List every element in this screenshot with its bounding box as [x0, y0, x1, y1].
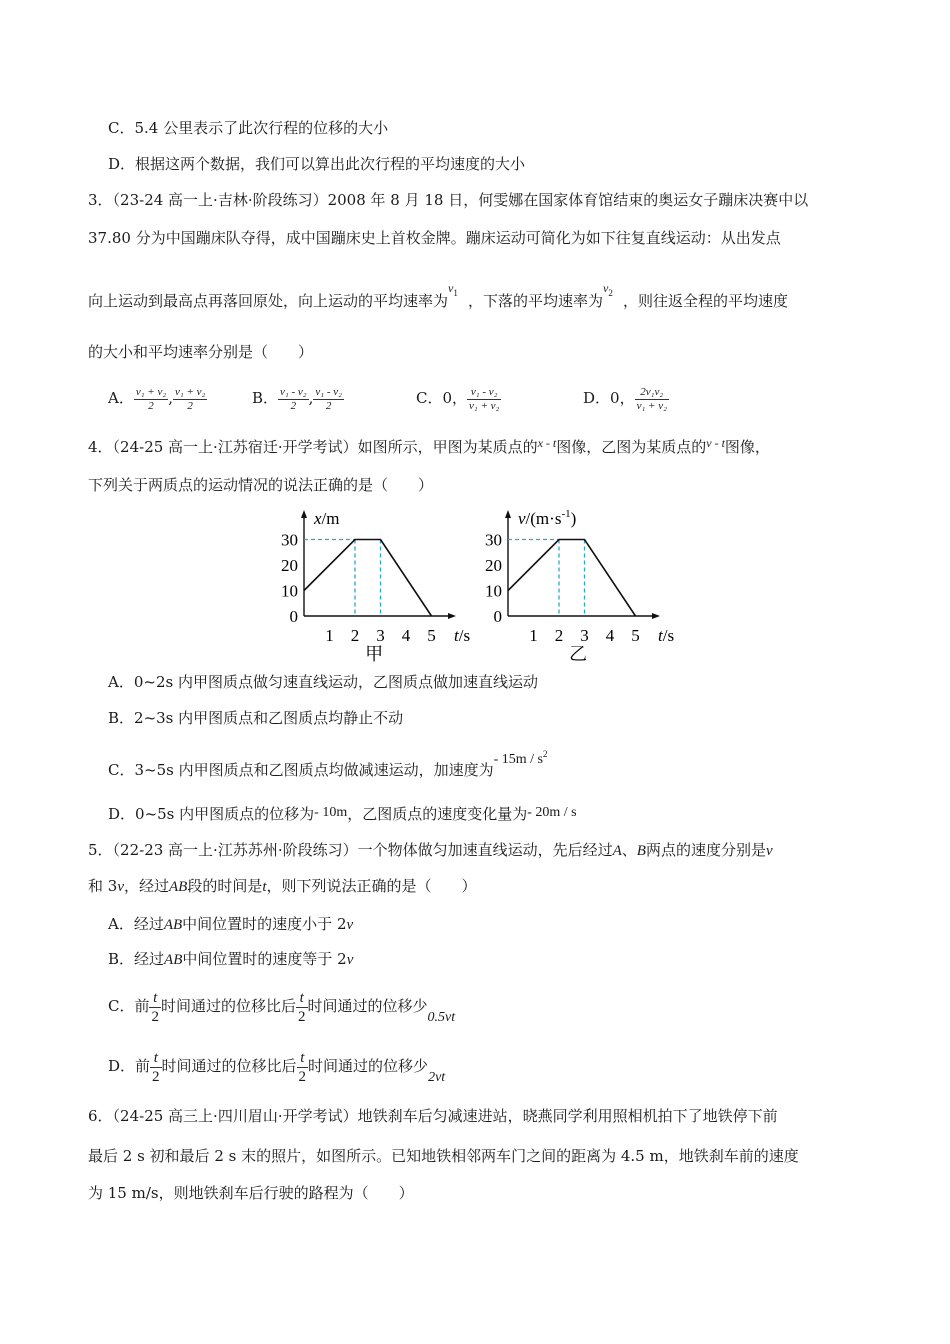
q3-text-b: ，下落的平均速率为 [468, 292, 604, 310]
q4-stem-line1: 4．（24-25 高一上·江苏宿迁·开学考试）如图所示，甲图为某质点的$^{x - t}$图像，乙图为某质点的$^{v - t}$图像， [88, 436, 770, 456]
x-tick-label: 4 [605, 626, 615, 645]
series-line [304, 540, 432, 617]
q3-option-d: D．0， $\frac{\text{2v₁v₂}}{\text{v₁ + v₂}}$ [583, 385, 667, 412]
q3-optB-frac1: $\frac{\text{v₁ - v₂}}{2}$ [280, 385, 307, 412]
y-tick-label: 20 [485, 556, 502, 575]
q4-accel-value: - 15m / s [493, 752, 543, 767]
vt-symbol: v - t [706, 436, 725, 450]
q5-optC-frac2: $\frac{t}{2}$ [298, 989, 306, 1025]
q4-displacement-value: - 10m [314, 805, 348, 820]
y-tick-label: 10 [485, 581, 502, 601]
y-tick-label: 0 [289, 607, 298, 626]
v1-symbol: $v_1$ [448, 281, 458, 298]
x-tick-label: 1 [325, 626, 334, 645]
graph-jia [278, 508, 471, 664]
q3-optD-frac: $\frac{\text{2v₁v₂}}{\text{v₁ + v₂}}$ [636, 385, 667, 412]
q2-option-d: D．根据这两个数据，我们可以算出此次行程的平均速度的大小 [108, 155, 526, 173]
series-line [508, 540, 636, 617]
x-axis-arrow [652, 613, 660, 619]
q3-stem-line3 [88, 281, 789, 317]
q3-stem-line4: 的大小和平均速率分别是（ ） [88, 343, 314, 361]
q5-optD-value: 2vt [428, 1070, 446, 1085]
q3-stem-line2: 37.80 分为中国蹦床队夺得，成中国蹦床史上首枚金牌。蹦床运动可简化为如下往复直线运动：从出发点 [88, 229, 781, 247]
q6-stem-line2: 最后 2 s 初和最后 2 s 末的照片，如图所示。已知地铁相邻两车门之间的距离为 4.5 m，地铁刹车前的速度 [88, 1147, 799, 1165]
y-axis-label: $v/(m\cdot s^{-1})$ [518, 508, 577, 528]
v2-symbol: $v_2$ [603, 281, 613, 298]
q4-option-a: A．0~2s 内甲图质点做匀速直线运动，乙图质点做加速直线运动 [108, 673, 538, 691]
q3-stem-line1: 3．（23-24 高一上·吉林·阶段练习）2008 年 8 月 18 日，何雯娜在国家体育馆结束的奥运女子蹦床决赛中以 [88, 191, 809, 209]
y-axis-arrow [301, 510, 307, 518]
x-axis-label: t/s [454, 626, 471, 645]
q5-option-c: C．前 $\frac{t}{2}$ 时间通过的位移比后 $\frac{t}{2}$ 时间通过的位移少0.5vt [108, 989, 456, 1025]
q3-optC-frac: $\frac{\text{v₁ - v₂}}{\text{v₁ + v₂}}$ [469, 385, 500, 412]
q6-stem-line3: 为 15 m/s，则地铁刹车后行驶的路程为（ ） [88, 1184, 414, 1202]
x-tick-label: 3 [376, 626, 385, 645]
q5-optD-frac1: $\frac{t}{2}$ [152, 1049, 160, 1085]
y-tick-label: 0 [493, 607, 502, 626]
x-tick-label: 2 [554, 626, 564, 645]
y-axis-arrow [505, 510, 511, 518]
q3-option-c: C．0， $\frac{\text{v₁ - v₂}}{\text{v₁ + v₂}}$ [416, 385, 500, 412]
graph-caption: 乙 [569, 644, 588, 664]
q3-text-a: 向上运动到最高点再落回原处，向上运动的平均速率为 [88, 292, 449, 310]
q5-optC-value: 0.5vt [427, 1010, 456, 1025]
x-axis-label: t/s [658, 626, 675, 645]
q5-option-a: A．经过AB中间位置时的速度小于 2v [108, 915, 354, 933]
y-axis-label: x/m [314, 509, 340, 528]
q5-option-d: D．前 $\frac{t}{2}$ 时间通过的位移比后 $\frac{t}{2}$ 时间通过的位移少2vt [108, 1049, 446, 1085]
xt-symbol: x - t [537, 436, 557, 450]
q3-optA-frac1: $\frac{\text{v₁ + v₂}}{2}$ [135, 385, 167, 412]
q5-stem-line2: 和 3v，经过AB段的时间是t，则下列说法正确的是（ ） [88, 877, 477, 895]
x-tick-label: 3 [580, 626, 589, 645]
x-tick-label: 5 [631, 626, 640, 645]
y-tick-label: 30 [485, 530, 502, 550]
graph-caption: 甲 [365, 644, 384, 664]
q3-optB-frac2: $\frac{\text{v₁ - v₂}}{2}$ [315, 385, 342, 412]
x-tick-label: 2 [350, 626, 360, 645]
q4-option-c: C．3~5s 内甲图质点和乙图质点均做减速运动，加速度为- $15m / s^2$ [108, 749, 548, 779]
q4-option-d: D．0~5s 内甲图质点的位移为- 10m，乙图质点的速度变化量为- 20m / s [108, 805, 577, 823]
q5-optD-frac2: $\frac{t}{2}$ [298, 1049, 307, 1085]
q3-optA-frac2: $\frac{\text{v₁ + v₂}}{2}$ [174, 385, 206, 412]
q4-velocity-change-value: - 20m / s [527, 805, 577, 820]
y-tick-label: 30 [281, 530, 298, 550]
x-tick-label: 4 [401, 626, 411, 645]
y-tick-label: 10 [281, 581, 298, 601]
q3-text-c: ，则往返全程的平均速度 [623, 292, 789, 310]
q5-option-b: B．经过AB中间位置时的速度等于 2v [108, 950, 354, 968]
q3-option-b: B． $\frac{\text{v₁ - v₂}}{2}$ , $\frac{\text{v₁ - v₂}}{2}$ [252, 385, 342, 412]
q4-stem-line2: 下列关于两质点的运动情况的说法正确的是（ ） [88, 476, 434, 494]
graph-yi [482, 508, 682, 664]
y-tick-label: 20 [281, 556, 298, 575]
q6-stem-line1: 6．（24-25 高三上·四川眉山·开学考试）地铁刹车后匀减速进站，晓燕同学利用照相机拍下了地铁停下前 [88, 1107, 778, 1125]
x-axis-arrow [448, 613, 456, 619]
q3-option-a: A． $\frac{\text{v₁ + v₂}}{2}$ , $\frac{\text{v₁ + v₂}}{2}$ [108, 385, 206, 412]
q5-stem-line1: 5．（22-23 高一上·江苏苏州·阶段练习）一个物体做匀加速直线运动，先后经过A、B两点的速度分别是v [88, 841, 773, 859]
q2-option-c: C．5.4 公里表示了此次行程的位移的大小 [108, 119, 389, 137]
q4-option-b: B．2~3s 内甲图质点和乙图质点均静止不动 [108, 709, 404, 727]
x-tick-label: 1 [529, 626, 538, 645]
x-tick-label: 5 [427, 626, 436, 645]
q5-optC-frac1: $\frac{t}{2}$ [151, 989, 159, 1025]
